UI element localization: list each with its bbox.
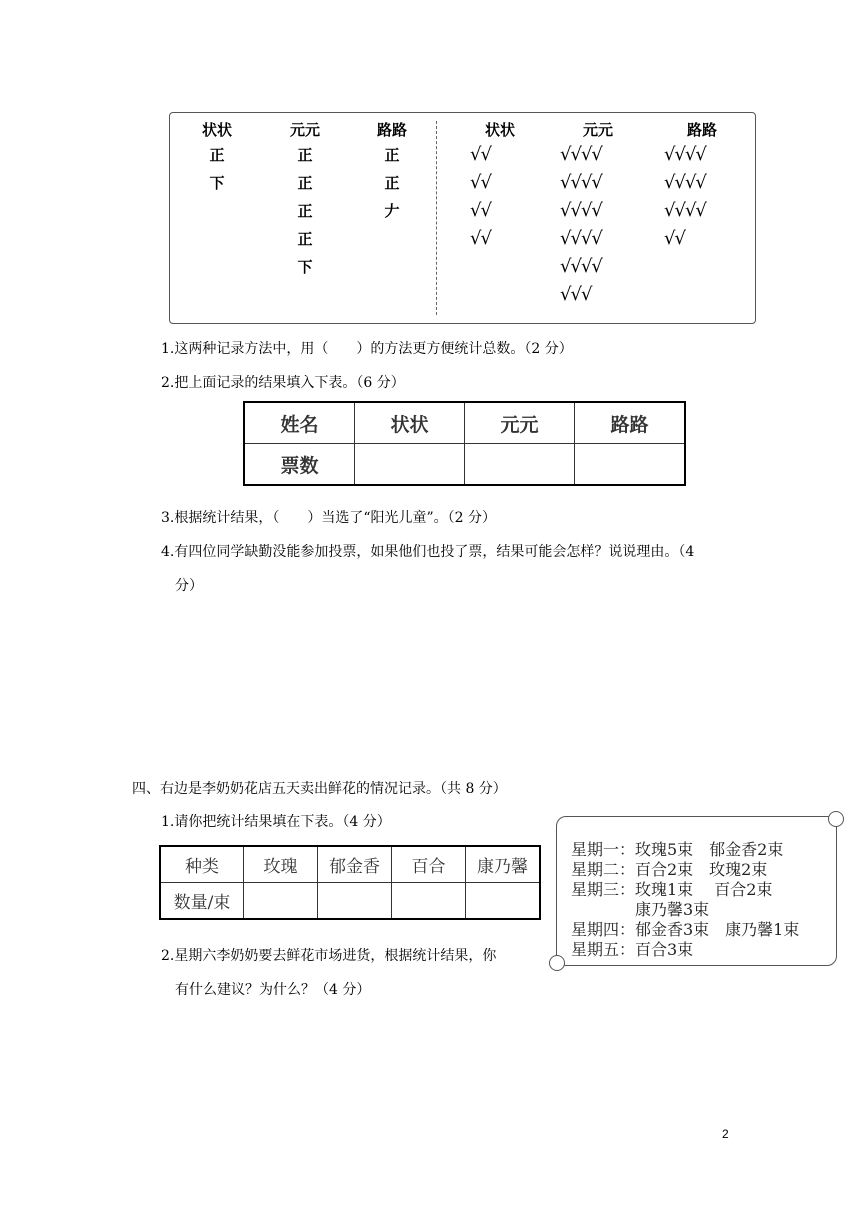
tally-mark: 正 bbox=[209, 146, 225, 164]
tally-column-yuanyuan bbox=[280, 119, 330, 281]
check-mark: √√ bbox=[470, 172, 491, 193]
check-mark: √√√√ bbox=[560, 172, 602, 193]
scroll-line: 星期二：百合2束 玫瑰2束 bbox=[571, 860, 768, 879]
tally-mark: 下 bbox=[297, 258, 313, 276]
answer-cell[interactable] bbox=[575, 444, 686, 486]
scroll-line: 星期四：郁金香3束 康乃馨1束 bbox=[571, 920, 800, 939]
tally-mark: 正 bbox=[384, 146, 400, 164]
check-mark: √√√ bbox=[560, 284, 592, 305]
flower-sales-table bbox=[159, 845, 541, 920]
column-header: 状状 bbox=[201, 121, 232, 139]
check-mark: √√√√ bbox=[664, 200, 706, 221]
question-2: 2.把上面记录的结果填入下表。（6 分） bbox=[161, 375, 405, 391]
answer-cell[interactable] bbox=[355, 444, 465, 486]
table-header-cell: 路路 bbox=[575, 402, 686, 444]
check-mark: √√√√ bbox=[560, 256, 602, 277]
table-row bbox=[244, 444, 685, 486]
page-number: 2 bbox=[722, 1127, 729, 1141]
table-header-cell: 郁金香 bbox=[318, 846, 392, 883]
table-header-cell: 百合 bbox=[392, 846, 466, 883]
check-mark: √√√√ bbox=[560, 144, 602, 165]
column-header: 元元 bbox=[289, 121, 320, 139]
tally-mark: 下 bbox=[209, 174, 225, 192]
answer-cell[interactable] bbox=[465, 444, 575, 486]
answer-cell[interactable] bbox=[466, 883, 541, 920]
column-header: 路路 bbox=[686, 121, 717, 139]
check-mark: √√√√ bbox=[560, 200, 602, 221]
scroll-curl-icon bbox=[828, 811, 844, 827]
check-mark: √√√√ bbox=[560, 228, 602, 249]
answer-cell[interactable] bbox=[318, 883, 392, 920]
scroll-line: 康乃馨3束 bbox=[571, 900, 710, 919]
column-header: 元元 bbox=[582, 121, 613, 139]
section-4-question-1: 1.请你把统计结果填在下表。（4 分） bbox=[161, 814, 391, 830]
table-header-cell: 玫瑰 bbox=[244, 846, 318, 883]
scroll-line: 星期三：玫瑰1束 百合2束 bbox=[571, 880, 773, 899]
sales-record-scroll bbox=[556, 816, 837, 966]
answer-cell[interactable] bbox=[244, 883, 318, 920]
check-column-zhuangzhuang bbox=[470, 119, 530, 253]
tally-mark: 𠂇 bbox=[384, 202, 400, 220]
column-header: 路路 bbox=[376, 121, 407, 139]
check-mark: √√ bbox=[664, 228, 685, 249]
scroll-line: 星期五：百合3束 bbox=[571, 940, 694, 959]
check-mark: √√ bbox=[470, 200, 491, 221]
tally-record-box bbox=[169, 112, 756, 324]
table-header-cell: 状状 bbox=[355, 402, 465, 444]
question-4-line-2: 分） bbox=[175, 578, 203, 594]
check-mark: √√√√ bbox=[664, 144, 706, 165]
section-4-question-2-line-2: 有什么建议？为什么？（4 分） bbox=[175, 982, 371, 998]
scroll-curl-icon bbox=[549, 955, 565, 971]
tally-mark: 正 bbox=[297, 202, 313, 220]
table-header-cell: 姓名 bbox=[244, 402, 355, 444]
table-row bbox=[160, 846, 540, 883]
section-4-title: 四、右边是李奶奶花店五天卖出鲜花的情况记录。（共 8 分） bbox=[132, 781, 507, 797]
tally-mark: 正 bbox=[297, 146, 313, 164]
table-header-cell: 种类 bbox=[160, 846, 244, 883]
question-1: 1.这两种记录方法中，用（ ）的方法更方便统计总数。（2 分） bbox=[161, 341, 573, 357]
tally-column-lulu bbox=[367, 119, 417, 225]
check-column-lulu bbox=[664, 119, 740, 253]
check-mark: √√ bbox=[470, 228, 491, 249]
table-row bbox=[160, 883, 540, 920]
dashed-divider bbox=[436, 121, 437, 315]
answer-cell[interactable] bbox=[392, 883, 466, 920]
question-4-line-1: 4.有四位同学缺勤没能参加投票，如果他们也投了票，结果可能会怎样？说说理由。（4 bbox=[161, 544, 695, 560]
section-4-question-2-line-1: 2.星期六李奶奶要去鲜花市场进货，根据统计结果，你 bbox=[161, 948, 497, 964]
check-mark: √√√√ bbox=[664, 172, 706, 193]
check-mark: √√ bbox=[470, 144, 491, 165]
row-label-cell: 数量/束 bbox=[160, 883, 244, 920]
tally-mark: 正 bbox=[384, 174, 400, 192]
column-header: 状状 bbox=[484, 121, 515, 139]
table-row bbox=[244, 402, 685, 444]
scroll-line: 星期一：玫瑰5束 郁金香2束 bbox=[571, 840, 784, 859]
tally-mark: 正 bbox=[297, 230, 313, 248]
row-label-cell: 票数 bbox=[244, 444, 355, 486]
tally-column-zhuangzhuang bbox=[192, 119, 242, 197]
question-3: 3.根据统计结果，（ ）当选了“阳光儿童”。（2 分） bbox=[161, 510, 497, 526]
vote-result-table bbox=[243, 401, 686, 486]
table-header-cell: 康乃馨 bbox=[466, 846, 541, 883]
check-column-yuanyuan bbox=[560, 119, 636, 309]
tally-mark: 正 bbox=[297, 174, 313, 192]
table-header-cell: 元元 bbox=[465, 402, 575, 444]
